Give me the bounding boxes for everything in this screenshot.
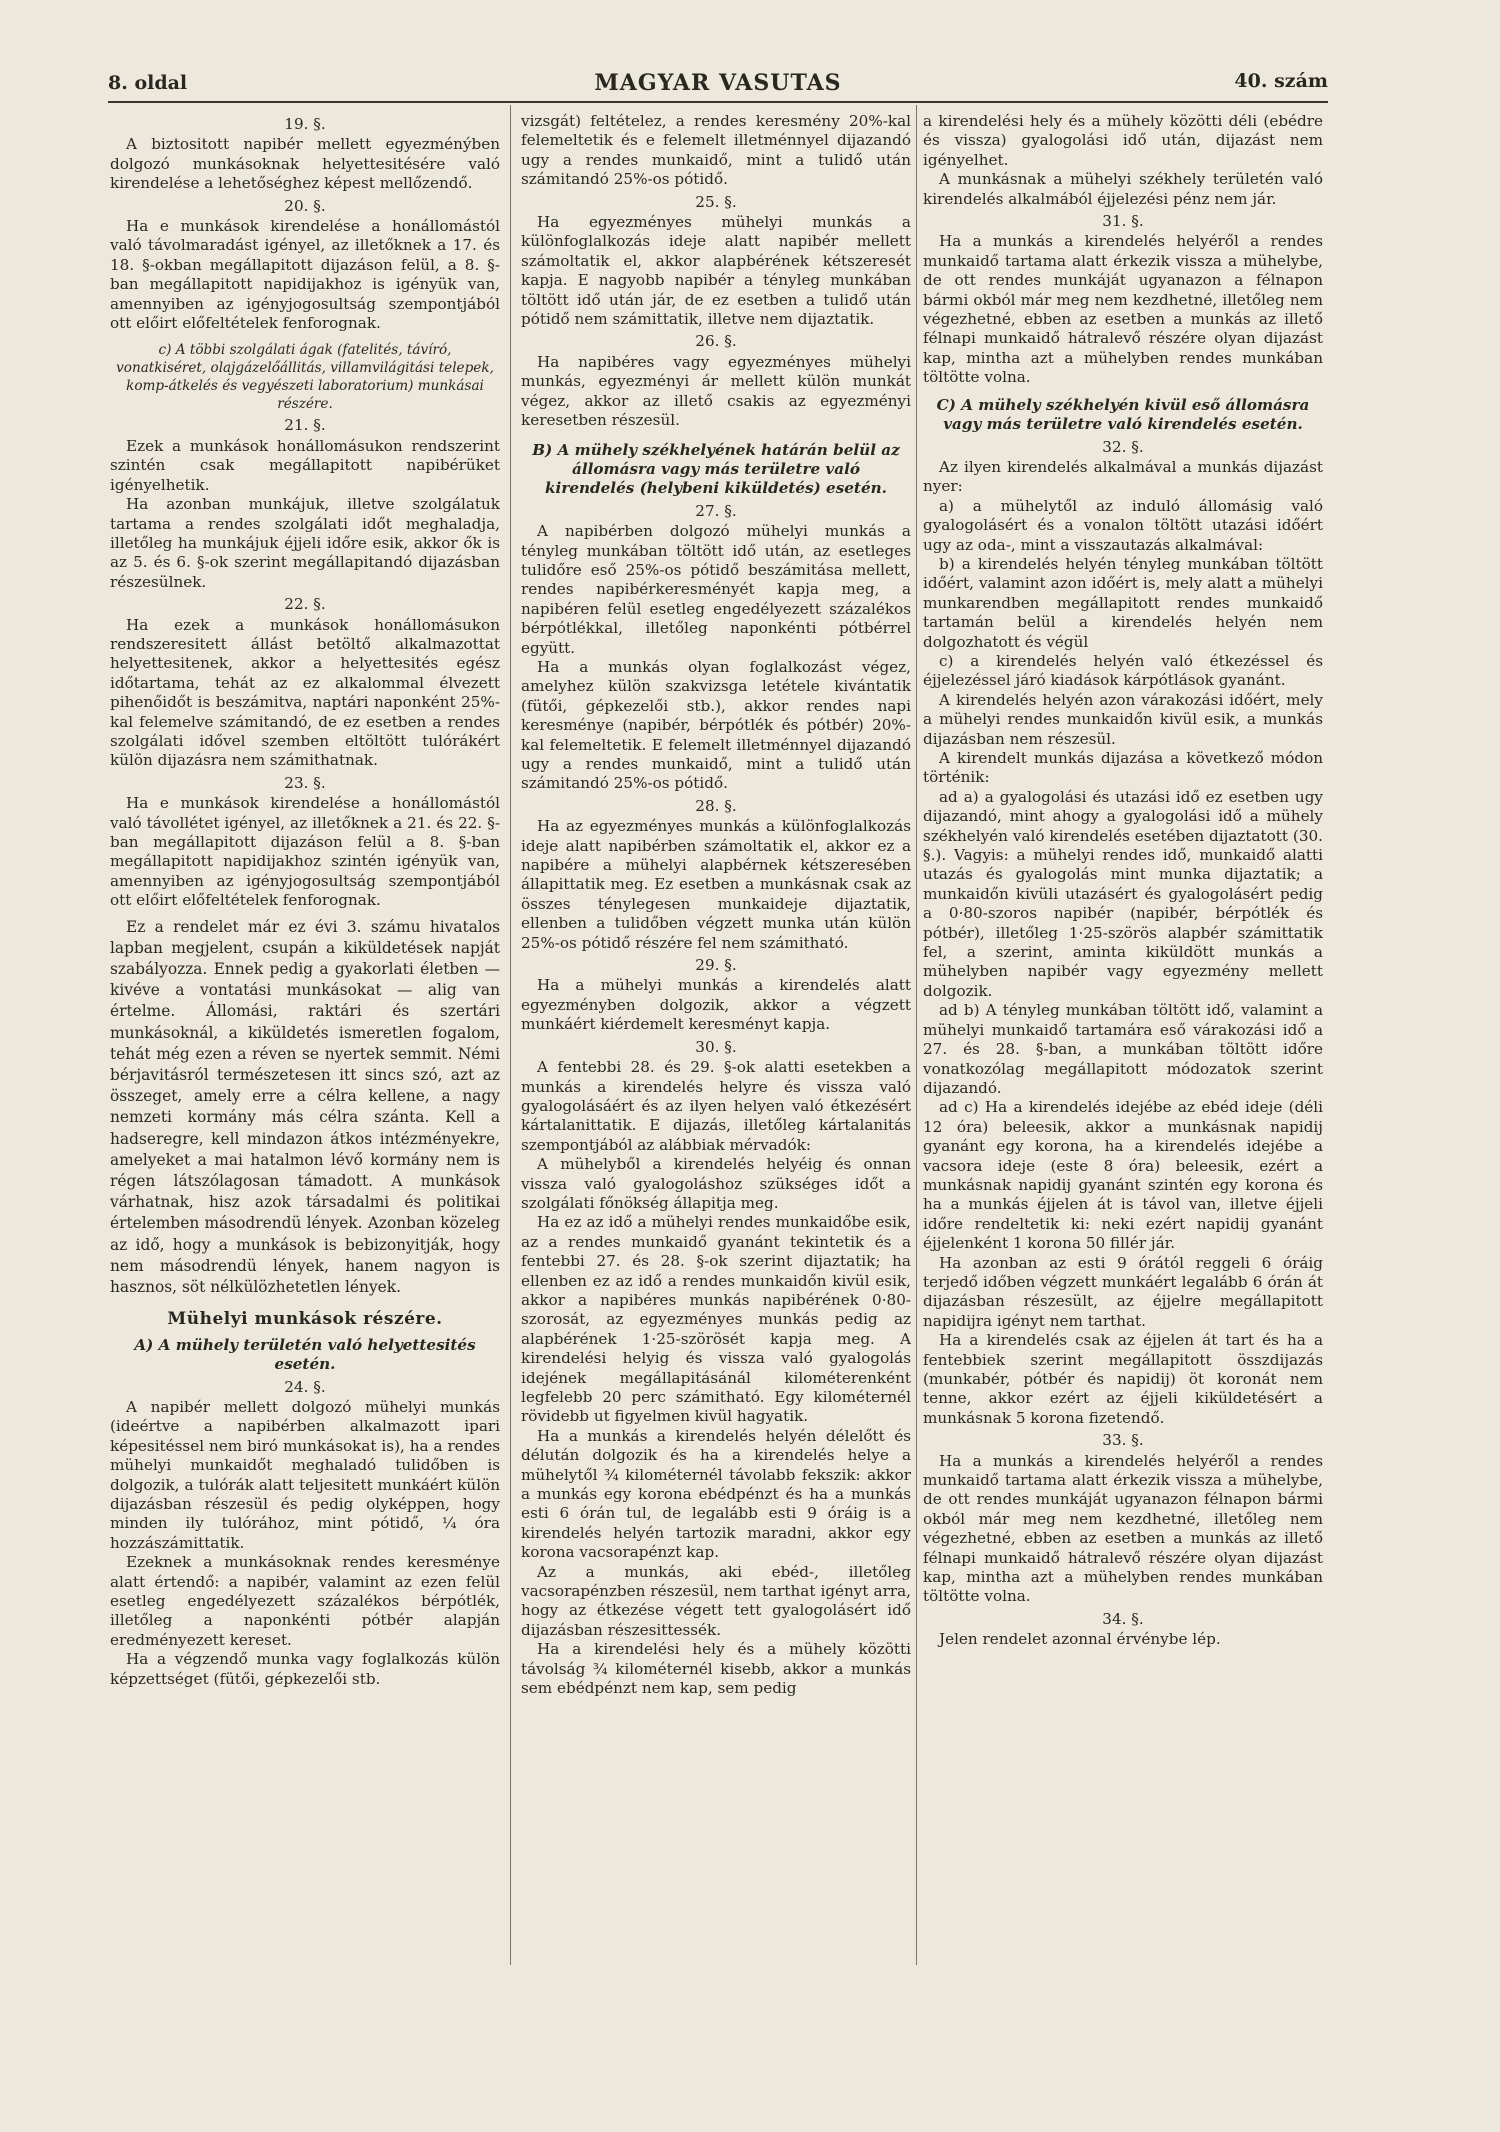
subsection-heading: A) A mühely területén való helyettesités esetén. [134, 1335, 476, 1374]
journal-title: MAGYAR VASUTAS [594, 70, 842, 96]
section-number: 21. §. [284, 416, 326, 435]
section-number: 22. §. [284, 595, 326, 614]
paragraph: Jelen rendelet azonnal érvénybe lép. [939, 1630, 1221, 1649]
subsection-heading: c) A többi szolgálati ágak (fatelités, távíró, vonatkiséret, olajgázelőállitás, villamvilágitási telepek, komp-átkelés és vegyészeti laboratorium) munkásai részére. [116, 342, 494, 413]
paragraph: Ha a munkás olyan foglalkozást végez, amelyhez külön szakvizsga letétele kivántatik (fütői, gépkezelői stb.), akkor rendes napi keresménye (napibér, bérpótlék és pótbér) 20%-kal felemeltetik. E felemelt illetménnyel dijazandó ugy a rendes munkaidő, mint a tulidő után számitandó 25%-os pótidő. [521, 657, 911, 793]
paragraph: vizsgát) feltételez, a rendes keresmény 20%-kal felemeltetik és e felemelt illetménnyel dijazandó ugy a rendes munkaidő, mint a tulidő után számitandó 25%-os pótidő. [521, 112, 911, 189]
column-1 [110, 112, 500, 2072]
paragraph: A mühelyből a kirendelés helyéig és onnan vissza való gyalogoláshoz szükséges időt a szolgálati főnökség állapitja meg. [521, 1155, 911, 1212]
paragraph: Ha napibéres vagy egyezményes mühelyi munkás, egyezményi ár mellett külön munkát végez, akkor az illető csakis az egyezményi keresetben részesül. [521, 352, 911, 430]
column-divider [510, 105, 511, 1965]
paragraph: Ha a munkás a kirendelés helyén délelőtt és délután dolgozik és ha a kirendelés helye a mühelytől ¾ kilométernél távolabb fekszik: akkor a munkás egy korona ebédpénzt és ha a munkás esti 6 órán tul, de legalább esti 9 óráig is a kirendelés helyén tartozik maradni, akkor egy korona vacsorapénzt kap. [521, 1426, 911, 1562]
section-number: 31. §. [1102, 212, 1144, 231]
paragraph: Ha e munkások kirendelése a honállomástól való távolmaradást igényel, az illetőknek a 17. és 18. §-okban megállapitott dijazáson felül, a 8. §-ban megállapitott napidijakhoz is igényük van, amennyiben az igényjogosultság szempontjából ott előirt előfeltételek fenforognak. [110, 217, 500, 333]
paragraph: A kirendelés helyén azon várakozási időért, mely a mühelyi rendes munkaidőn kivül esik, a munkás dijazásban nem részesül. [923, 690, 1323, 748]
paragraph: ad a) a gyalogolási és utazási idő ez esetben ugy dijazandó, mint ahogy a gyalogolási idő a mühely székhelyén való kirendelés esetében dijaztatott (30. §.). Vagyis: a mühelyi rendes idő, munkaidő alatti utazás és gyalogolás mint munka dijaztatik; a munkaidőn kivüli utazásért és gyalogolásért pedig a 0·80-szoros napibér (napibér, bérpótlék és pótbér), illetőleg 1·25-szörös alapbér számittatik fel, a szerint, aminta kiküldött munkás a mühelyben napibér vagy egyezmény mellett dolgozik. [923, 787, 1323, 1000]
paragraph: b) a kirendelés helyén tényleg munkában töltött időért, valamint azon időért is, mely alatt a mühelyi munkarendben megállapitott rendes munkaidő tartamán belül a kirendelés helyén nem dolgozhatott és végül [923, 554, 1323, 651]
section-number: 33. §. [1102, 1431, 1144, 1450]
section-number: 20. §. [284, 196, 326, 215]
issue-number: 40. szám [1234, 70, 1328, 92]
paragraph: Ha a kirendelési hely és a mühely közötti távolság ¾ kilométernél kisebb, akkor a munkás sem ebédpénzt nem kap, sem pedig [521, 1640, 911, 1698]
section-number: 27. §. [695, 501, 737, 520]
paragraph: Ha a kirendelés csak az éjjelen át tart és ha a fentebbiek szerint megállapitott összdijazás (munkabér, pótbér és napidij) öt koronát nem tenne, akkor ezért az éjjeli kiküldetésért a munkásnak 5 korona fizetendő. [923, 1331, 1323, 1427]
paragraph: Ha azonban munkájuk, illetve szolgálatuk tartama a rendes szolgálati időt meghaladja, illetőleg ha munkájuk éjjeli időre esik, akkor ők is az 5. és 6. §-ok szerint megállapitandó dijazásban részesülnek. [110, 495, 500, 591]
section-number: 24. §. [284, 1377, 326, 1396]
paragraph: Ezeknek a munkásoknak rendes keresménye alatt értendő: a napibér, valamint az ezen felül esetleg engedélyezett százalékos bérpótlék, illetőleg a naponkénti pótbér alapján eredményezett kereset. [110, 1553, 500, 1649]
section-number: 34. §. [1102, 1609, 1144, 1628]
section-number: 23. §. [284, 773, 326, 792]
section-number: 19. §. [284, 115, 326, 133]
paragraph: Ha ezek a munkások honállomásukon rendszeresitett állást betöltő alkalmazottat helyettesitenek, akkor a helyettesités egész időtartama, tehát az ez alkalommal élvezett pihenőidőt is beszámitva, naptári naponként 25%-kal felemelve számitandó, de ez esetben a rendes szolgálati idővel szemben eltöltött tulórákért külön dijazásra nem számithatnak. [110, 615, 500, 770]
paragraph: Az ilyen kirendelés alkalmával a munkás dijazást nyer: [923, 457, 1323, 496]
section-number: 32. §. [1102, 437, 1144, 456]
section-heading: Mühelyi munkások részére. [167, 1309, 443, 1330]
paragraph: ad b) A tényleg munkában töltött idő, valamint a mühelyi munkaidő tartamára eső várakozási idő a 27. és 28. §-ban, a munkában töltött időre vonatkozólag megállapitott módozatok szerint dijazandó. [923, 1001, 1323, 1097]
page-header [108, 66, 1328, 100]
paragraph: Ezek a munkások honállomásukon rendszerint szintén csak megállapitott napibérüket igényelhetik. [110, 436, 500, 494]
header-rule [108, 101, 1328, 103]
subsection-heading: B) A mühely székhelyének határán belül az állomásra vagy más területre való kirendelés (helybeni kiküldetés) esetén. [532, 440, 900, 498]
paragraph: Ha az egyezményes munkás a különfoglalkozás ideje alatt napibérben számoltatik el, akkor ez a napibére a mühelyi alapbérnek kétszeresében állapittatik meg. Ez esetben a munkásnak csak az összes ténylegesen munkaideje dijaztatik, ellenben a tulidőben végzett munka után külön 25%-os pótidő részére fel nem számitható. [521, 817, 911, 952]
page-number: 8. oldal [108, 72, 188, 94]
section-number: 30. §. [695, 1037, 737, 1056]
section-number: 28. §. [695, 796, 737, 815]
section-number: 29. §. [695, 956, 737, 975]
paragraph: Ha a mühelyi munkás a kirendelés alatt egyezményben dolgozik, akkor a végzett munkáért kiérdemelt keresményt kapja. [521, 976, 911, 1034]
paragraph: Ha ez az idő a mühelyi rendes munkaidőbe esik, az a rendes munkaidő gyanánt tekintetik és a fentebbi 27. és 28. §-ok szerint dijaztatik; ha ellenben ez az idő a rendes munkaidőn kivül esik, akkor a napibéres munkás napibérének 0·80-szorosát, az egyezményes munkás pedig az alapbérének 1·25-szörösét kapja meg. A kirendelési helyig és vissza való gyalogolás idejének megállapitásánál kilométerenként legfelebb 20 perc számitható. Egy kilométernél rövidebb ut figyelmen kivül hagyatik. [521, 1213, 911, 1426]
paragraph: A napibérben dolgozó mühelyi munkás a tényleg munkában töltött idő után, az esetleges tulidőre eső 25%-os pótidő beszámitása mellett, rendes napibérkeresményét kapja meg, a napibéren felül esetleg engedélyezett százalékos bérpótlékkal, illetőleg naponkénti pótbérrel együtt. [521, 522, 911, 657]
paragraph: Az a munkás, aki ebéd-, illetőleg vacsorapénzben részesül, nem tarthat igényt arra, hogy az étkezése végett tett gyalogolásért idő dijazásban részesittessék. [521, 1562, 911, 1639]
paragraph: Ha a munkás a kirendelés helyéről a rendes munkaidő tartama alatt érkezik vissza a mühelybe, de ott rendes munkáját ugyanazon félnapon bármi okból már meg nem kezdhetné, illetőleg nem végezhetné, ebben az esetben a munkás az illető félnapi munkaidő hátralevő részére olyan dijazást kap, mintha azt a mühelyben rendes munkában töltötte volna. [923, 1451, 1323, 1606]
paragraph: a kirendelési hely és a mühely közötti déli (ebédre és vissza) gyalogolási idő után, dijazást nem igényelhet. [923, 112, 1323, 169]
paragraph: c) a kirendelés helyén való étkezéssel és éjjelezéssel járó kiadások kárpótlások gyanánt. [923, 651, 1323, 690]
paragraph: A napibér mellett dolgozó mühelyi munkás (ideértve a napibérben alkalmazott ipari képesitéssel nem biró munkásokat is), ha a rendes mühelyi munkaidőt meghaladó tulidőben is dolgozik, a tulórák alatt teljesitett munkáért külön dijazásban részesül és pedig olyképpen, hogy minden ily tulórához, mint pótidő, ¼ óra hozzászámittatik. [110, 1397, 500, 1552]
paragraph: ad c) Ha a kirendelés idejébe az ebéd ideje (déli 12 óra) beleesik, akkor a munkásnak napidij gyanánt egy korona, ha a kirendelés idejébe a vacsora ideje (este 8 óra) beleesik, ezért a munkásnak napidij gyanánt szintén egy korona és ha a munkás éjjelen át is távol van, illetve éjjeli időre rendeltetik ki: neki ezért napidij gyanánt éjjelenként 1 korona 50 fillér jár. [923, 1098, 1323, 1253]
paragraph: a) a mühelytől az induló állomásig való gyalogolásért és a vonalon töltött utazási időért ugy az oda-, mint a visszautazás alkalmával: [923, 496, 1323, 554]
paragraph: A fentebbi 28. és 29. §-ok alatti esetekben a munkás a kirendelés helyre és vissza való gyalogolásáért és az ilyen helyen való étkezésért kártalanittatik. E dijazás, illetőleg kártalanitás szempontjából az alábbiak mérvadók: [521, 1058, 911, 1154]
paragraph: Ha egyezményes mühelyi munkás a különfoglalkozás ideje alatt napibér mellett számoltatik el, akkor alapbérének kétszeresét kapja. E nagyobb napibér a tényleg munkában töltött idő után jár, de ez esetben a tulidő után pótidő nem számittatik, illetve nem dijaztatik. [521, 213, 911, 329]
paragraph: A biztositott napibér mellett egyezménýben dolgozó munkásoknak helyettesitésére való kirendelése a lehetőséghez képest mellőzendő. [110, 135, 500, 193]
editorial-comment: Ez a rendelet már ez évi 3. számu hivatalos lapban megjelent, csupán a kiküldetések napját szabályozza. Ennek pedig a gyakorlati életben — kivéve a vontatási munkásokat — alig van értelme. Állomási, raktári és szertári munkásoknál, a kiküldetés ismeretlen fogalom, tehát még ezen a réven se nyertek semmit. Némi bérjavitásról természetesen itt sincs szó, azt az összeget, amely erre a célra kellene, a nagy nemzeti kormány más célra szánta. Kell a hadseregre, kell mindazon átkos intézményekre, amelyeket a mai hatalmon lévő kormány nem is régen látszólagosan támadott. A munkások várhatnak, hisz azok társadalmi és politikai értelemben másodrendü lények. Azonban közeleg az idő, hogy a munkások is bebizonyitják, hogy nem másodrendü lények, hanem nagyon is hasznos, söt nélkülözhetetlen lények. [110, 917, 500, 1297]
paragraph: Ha a munkás a kirendelés helyéről a rendes munkaidő tartama alatt érkezik vissza a mühelybe, de ott rendes munkáját ugyanazon a félnapon bármi okból már meg nem kezdhetné, illetőleg nem végezhetné, ebben az esetben a munkás az illető félnapi munkaidő hátralevő részére olyan dijazást kap, mintha azt a mühelyben rendes munkában töltötte volna. [923, 232, 1323, 387]
column-2 [521, 112, 911, 2072]
paragraph: Ha a végzendő munka vagy foglalkozás külön képzettséget (fütői, gépkezelői stb. [110, 1650, 500, 1688]
column-3 [923, 112, 1323, 2072]
subsection-heading: C) A mühely székhelyén kivül eső állomásra vagy más területre való kirendelés esetén. [936, 395, 1310, 434]
paragraph: A kirendelt munkás dijazása a következő módon történik: [923, 749, 1323, 787]
section-number: 26. §. [695, 332, 737, 351]
paragraph: Ha azonban az esti 9 órától reggeli 6 óráig terjedő időben végzett munkáért legalább 6 órán át dijazásban részesült, az éjjelre megállapitott napidijra igényt nem tarthat. [923, 1253, 1323, 1330]
section-number: 25. §. [695, 192, 737, 211]
column-divider [916, 105, 917, 1965]
paragraph: Ha e munkások kirendelése a honállomástól való távollétet igényel, az illetőknek a 21. és 22. §-ban megállapitott dijazáson felül a 8. §-ban megállapitott napidijakhoz szintén igényük van, amennyiben az igényjogosultság szempontjából ott előirt előfeltételek fenforognak. [110, 794, 500, 910]
paragraph: A munkásnak a mühelyi székhely területén való kirendelés alkalmából éjjelezési pénz nem jár. [923, 170, 1323, 208]
